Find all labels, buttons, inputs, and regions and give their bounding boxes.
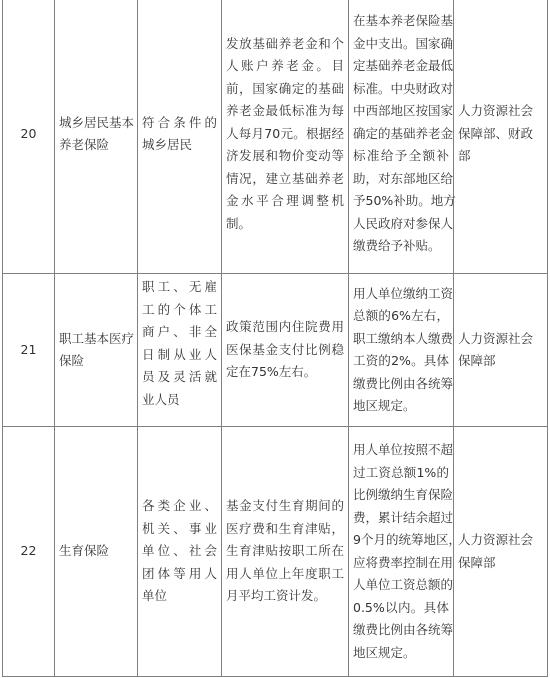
service-target — [138, 427, 222, 677]
funding-standard — [349, 0, 454, 274]
cell-line: 城乡居民基本 — [59, 114, 135, 130]
cell-line: 人力资源社会 — [458, 330, 534, 346]
cell-line: 用人单位缴纳工资 — [353, 285, 454, 301]
cell-line: 地区规定。 — [353, 644, 416, 660]
responsible-department — [454, 274, 548, 427]
cell-line: 金水平合理调整机 — [226, 193, 344, 209]
cell-line: 养老保险 — [59, 137, 110, 152]
cell-line: 情况，建立基础养老 — [226, 170, 344, 186]
cell-line: 医疗费和生育津贴， — [226, 520, 344, 536]
cell-line: 机关、事业 — [142, 520, 217, 536]
cell-line: 标准给予全额补 — [353, 148, 449, 164]
cell-line: 各类企业、 — [142, 498, 217, 514]
item-name — [55, 274, 138, 427]
cell-line: 人单位工资总额的 — [353, 577, 454, 592]
cell-line: 前，国家确定的基础 — [226, 80, 344, 96]
cell-line: 定在75%左右。 — [226, 364, 317, 380]
cell-line: 比例缴纳生育保险 — [353, 487, 454, 502]
service-items-table — [2, 0, 548, 677]
responsible-department — [454, 0, 548, 274]
cell-line: 符合条件的 — [142, 114, 217, 130]
cell-line: 保障部 — [458, 554, 496, 570]
cell-line: 日制从业人 — [142, 346, 217, 362]
cell-line: 人账户养老金。目 — [226, 58, 344, 74]
cell-line: 人民政府对参保人 — [353, 215, 454, 231]
cell-line: 发放基础养老金和个 — [226, 35, 344, 51]
cell-line: 保障部、财政 — [458, 125, 534, 141]
cell-line: 生育保险 — [59, 543, 110, 559]
service-content — [222, 0, 349, 274]
cell-line: 商户、非全 — [142, 324, 217, 339]
cell-line: 人力资源社会 — [458, 103, 534, 119]
cell-line: 保障部 — [458, 353, 496, 368]
cell-line: 工的个体工 — [142, 301, 217, 317]
cell-line: 部 — [458, 148, 471, 164]
cell-line: 缴费比例由各统筹 — [353, 622, 454, 637]
cell-line: 予50%补助。地方 — [353, 193, 456, 209]
cell-line: 基金支付生育期间的 — [226, 498, 344, 514]
cell-line: 用人单位按照不超 — [353, 442, 454, 457]
cell-line: 用人单位上年度职工 — [226, 565, 344, 581]
cell-line: 医保基金支付比例稳 — [226, 341, 344, 357]
cell-line: 城乡居民 — [142, 137, 193, 152]
cell-line: 缴费给予补贴。 — [353, 238, 441, 254]
item-name — [55, 0, 138, 274]
service-target — [138, 274, 222, 427]
cell-line: 9个月的统筹地区， — [353, 532, 461, 547]
cell-line: 缴费比例由各统筹 — [353, 375, 454, 391]
service-target — [138, 0, 222, 274]
cell-line: 制。 — [226, 215, 252, 231]
cell-line: 中西部地区按国家 — [353, 103, 454, 119]
cell-line: 工资的2%。具体 — [353, 353, 449, 368]
cell-line: 职工基本医疗 — [59, 330, 135, 346]
table-row — [3, 427, 548, 677]
cell-line: 团体等用人 — [142, 565, 217, 581]
cell-line: 政策范围内住院费用 — [226, 319, 344, 335]
cell-line: 总额的6%左右， — [353, 308, 449, 323]
row-number: 22 — [3, 427, 55, 677]
cell-line: 职工缴纳本人缴费 — [353, 330, 454, 346]
cell-line: 金中支出。国家确 — [353, 35, 454, 51]
cell-line: 员及灵活就 — [142, 369, 217, 384]
item-name — [55, 427, 138, 677]
cell-line: 标准。中央财政对 — [353, 80, 454, 96]
cell-line: 人力资源社会 — [458, 532, 534, 547]
cell-line: 济发展和物价变动等 — [226, 148, 344, 164]
cell-line: 应将费率控制在用 — [353, 554, 454, 570]
cell-line: 养老金最低标准为每 — [226, 103, 344, 119]
cell-line: 确定的基础养老金 — [353, 125, 454, 141]
cell-line: 在基本养老保险基 — [353, 13, 454, 29]
funding-standard — [349, 427, 461, 677]
cell-line: 地区规定。 — [353, 398, 416, 413]
cell-line: 月平均工资计发。 — [226, 588, 327, 604]
table-row — [3, 0, 548, 274]
cell-line: 过工资总额1%的 — [353, 464, 449, 480]
cell-line: 生育津贴按职工所在 — [226, 543, 344, 559]
service-content — [222, 274, 349, 427]
cell-line: 业人员 — [142, 391, 180, 407]
cell-line: 人每月70元。根据经 — [226, 125, 344, 141]
cell-line: 0.5%以内。具体 — [353, 599, 449, 615]
cell-line: 单位 — [142, 588, 168, 604]
cell-line: 保险 — [59, 353, 85, 368]
cell-line: 费，累计结余超过 — [353, 509, 454, 525]
row-number: 20 — [3, 0, 55, 274]
funding-standard — [349, 274, 454, 427]
row-number: 21 — [3, 274, 55, 427]
table-body — [3, 0, 548, 677]
responsible-department — [454, 427, 548, 677]
cell-line: 职工、无雇 — [142, 279, 217, 294]
service-content — [222, 427, 349, 677]
cell-line: 单位、社会 — [142, 543, 217, 559]
cell-line: 定基础养老金最低 — [353, 58, 454, 74]
cell-line: 助，对东部地区给 — [353, 170, 454, 186]
table-row — [3, 274, 548, 427]
